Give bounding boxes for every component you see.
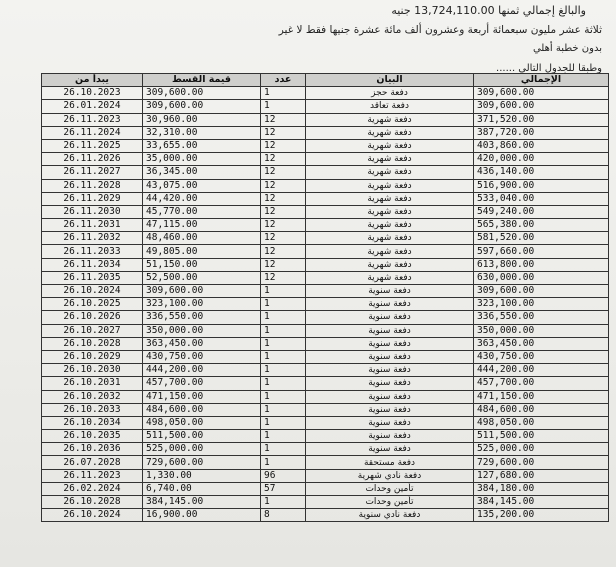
table-row: [42, 496, 609, 509]
cell-total: 430,750.00: [474, 350, 609, 363]
cell-desc: دفعة سنوية: [306, 298, 474, 311]
table-row: [42, 482, 609, 495]
cell-count: 12: [261, 258, 306, 271]
cell-total: 363,450.00: [474, 337, 609, 350]
table-row: [42, 350, 609, 363]
cell-count: 1: [261, 324, 306, 337]
cell-desc: دفعة سنوية: [306, 443, 474, 456]
cell-total: 336,550.00: [474, 311, 609, 324]
cell-desc: دفعة تعاقد: [306, 100, 474, 113]
cell-desc: دفعة سنوية: [306, 390, 474, 403]
cell-count: 1: [261, 377, 306, 390]
cell-total: 436,140.00: [474, 166, 609, 179]
cell-total: 484,600.00: [474, 403, 609, 416]
column-header-desc: البيان: [306, 74, 474, 87]
table-row: [42, 403, 609, 416]
cell-value: 32,310.00: [143, 126, 261, 139]
cell-value: 484,600.00: [143, 403, 261, 416]
table-row: [42, 337, 609, 350]
cell-total: 549,240.00: [474, 205, 609, 218]
cell-desc: دفعة سنوية: [306, 337, 474, 350]
cell-start: 26.10.2030: [42, 364, 143, 377]
table-row: [42, 390, 609, 403]
cell-start: 26.11.2023: [42, 113, 143, 126]
cell-value: 471,150.00: [143, 390, 261, 403]
cell-count: 1: [261, 430, 306, 443]
cell-start: 26.10.2034: [42, 416, 143, 429]
cell-desc: دفعة سنوية: [306, 350, 474, 363]
cell-desc: دفعة شهرية: [306, 258, 474, 271]
cell-value: 336,550.00: [143, 311, 261, 324]
cell-count: 1: [261, 87, 306, 100]
cell-count: 8: [261, 509, 306, 522]
cell-total: 323,100.00: [474, 298, 609, 311]
cell-count: 1: [261, 364, 306, 377]
cell-total: 420,000.00: [474, 153, 609, 166]
cell-value: 47,115.00: [143, 219, 261, 232]
cell-total: 597,660.00: [474, 245, 609, 258]
cell-value: 16,900.00: [143, 509, 261, 522]
cell-value: 1,330.00: [143, 469, 261, 482]
cell-start: 26.11.2027: [42, 166, 143, 179]
cell-desc: دفعة سنوية: [306, 430, 474, 443]
table-row: [42, 153, 609, 166]
cell-value: 48,460.00: [143, 232, 261, 245]
cell-total: 511,500.00: [474, 430, 609, 443]
table-row: [42, 258, 609, 271]
cell-count: 1: [261, 100, 306, 113]
schedule-intro-line: وطبقا للجدول التالي ......: [496, 63, 602, 74]
cell-start: 26.10.2024: [42, 285, 143, 298]
cell-start: 26.11.2026: [42, 153, 143, 166]
cell-count: 12: [261, 271, 306, 284]
cell-count: 1: [261, 456, 306, 469]
table-row: [42, 179, 609, 192]
cell-total: 565,380.00: [474, 219, 609, 232]
cell-total: 127,680.00: [474, 469, 609, 482]
cell-desc: دفعة شهرية: [306, 192, 474, 205]
cell-total: 525,000.00: [474, 443, 609, 456]
cell-count: 12: [261, 113, 306, 126]
table-row: [42, 377, 609, 390]
cell-start: 26.10.2035: [42, 430, 143, 443]
cell-value: 45,770.00: [143, 205, 261, 218]
cell-total: 309,600.00: [474, 100, 609, 113]
column-header-total: الإجمالي: [474, 74, 609, 87]
cell-desc: دفعة نادي سنوية: [306, 509, 474, 522]
cell-value: 44,420.00: [143, 192, 261, 205]
cell-count: 57: [261, 482, 306, 495]
cell-count: 1: [261, 403, 306, 416]
cell-start: 26.11.2034: [42, 258, 143, 271]
cell-start: 26.10.2029: [42, 350, 143, 363]
table-row: [42, 139, 609, 152]
table-row: [42, 285, 609, 298]
cell-value: 457,700.00: [143, 377, 261, 390]
cell-count: 12: [261, 192, 306, 205]
payment-schedule-table: [41, 73, 609, 522]
cell-desc: دفعة نادي شهرية: [306, 469, 474, 482]
table-row: [42, 430, 609, 443]
cell-start: 26.11.2033: [42, 245, 143, 258]
cell-total: 498,050.00: [474, 416, 609, 429]
table-row: [42, 126, 609, 139]
cell-total: 371,520.00: [474, 113, 609, 126]
cell-count: 12: [261, 245, 306, 258]
cell-start: 26.01.2024: [42, 100, 143, 113]
cell-desc: دفعة شهرية: [306, 126, 474, 139]
cell-value: 309,600.00: [143, 100, 261, 113]
cell-start: 26.11.2025: [42, 139, 143, 152]
cell-start: 26.10.2036: [42, 443, 143, 456]
cell-start: 26.10.2032: [42, 390, 143, 403]
cell-count: 12: [261, 153, 306, 166]
table-row: [42, 87, 609, 100]
cell-value: 363,450.00: [143, 337, 261, 350]
cell-count: 1: [261, 285, 306, 298]
cell-total: 309,600.00: [474, 285, 609, 298]
cell-value: 525,000.00: [143, 443, 261, 456]
cell-count: 1: [261, 416, 306, 429]
cell-start: 26.10.2027: [42, 324, 143, 337]
cell-start: 26.11.2030: [42, 205, 143, 218]
cell-total: 135,200.00: [474, 509, 609, 522]
table-row: [42, 100, 609, 113]
cell-desc: دفعة شهرية: [306, 179, 474, 192]
cell-value: 52,500.00: [143, 271, 261, 284]
cell-start: 26.10.2025: [42, 298, 143, 311]
cell-desc: دفعة سنوية: [306, 311, 474, 324]
column-header-start: يبدأ من: [42, 74, 143, 87]
cell-start: 26.11.2024: [42, 126, 143, 139]
cell-desc: دفعة سنوية: [306, 403, 474, 416]
cell-count: 1: [261, 298, 306, 311]
cell-desc: دفعة مستحقة: [306, 456, 474, 469]
cell-value: 384,145.00: [143, 496, 261, 509]
cell-count: 1: [261, 390, 306, 403]
table-row: [42, 192, 609, 205]
cell-total: 384,180.00: [474, 482, 609, 495]
cell-total: 387,720.00: [474, 126, 609, 139]
cell-value: 729,600.00: [143, 456, 261, 469]
cell-total: 350,000.00: [474, 324, 609, 337]
cell-desc: دفعة شهرية: [306, 153, 474, 166]
table-row: [42, 298, 609, 311]
table-row: [42, 232, 609, 245]
table-row: [42, 456, 609, 469]
column-header-value: قيمة القسط: [143, 74, 261, 87]
table-row: [42, 324, 609, 337]
cell-start: 26.10.2028: [42, 496, 143, 509]
cell-total: 630,000.00: [474, 271, 609, 284]
cell-value: 35,000.00: [143, 153, 261, 166]
cell-start: 26.11.2031: [42, 219, 143, 232]
cell-desc: تأمين وحدات: [306, 482, 474, 495]
cell-start: 26.10.2028: [42, 337, 143, 350]
cell-count: 12: [261, 166, 306, 179]
cell-count: 1: [261, 311, 306, 324]
note-line: بدون خطبة أهلي: [532, 43, 602, 54]
cell-count: 12: [261, 139, 306, 152]
cell-count: 12: [261, 126, 306, 139]
table-row: [42, 271, 609, 284]
cell-start: 26.11.2023: [42, 469, 143, 482]
table-row: [42, 443, 609, 456]
cell-desc: دفعة سنوية: [306, 324, 474, 337]
table-row: [42, 311, 609, 324]
cell-total: 533,040.00: [474, 192, 609, 205]
cell-start: 26.11.2035: [42, 271, 143, 284]
table-row: [42, 219, 609, 232]
cell-total: 471,150.00: [474, 390, 609, 403]
cell-start: 26.07.2028: [42, 456, 143, 469]
cell-desc: تأمين وحدات: [306, 496, 474, 509]
cell-value: 309,600.00: [143, 285, 261, 298]
table-row: [42, 509, 609, 522]
cell-total: 613,800.00: [474, 258, 609, 271]
cell-count: 1: [261, 337, 306, 350]
cell-count: 1: [261, 350, 306, 363]
cell-total: 309,600.00: [474, 87, 609, 100]
cell-value: 36,345.00: [143, 166, 261, 179]
cell-desc: دفعة حجز: [306, 87, 474, 100]
cell-count: 1: [261, 443, 306, 456]
cell-count: 12: [261, 219, 306, 232]
cell-total: 403,860.00: [474, 139, 609, 152]
cell-count: 12: [261, 179, 306, 192]
cell-value: 309,600.00: [143, 87, 261, 100]
cell-value: 33,655.00: [143, 139, 261, 152]
cell-desc: دفعة شهرية: [306, 245, 474, 258]
cell-desc: دفعة شهرية: [306, 219, 474, 232]
table-header-row: [42, 74, 609, 87]
cell-total: 729,600.00: [474, 456, 609, 469]
cell-desc: دفعة سنوية: [306, 377, 474, 390]
cell-desc: دفعة شهرية: [306, 166, 474, 179]
cell-start: 26.10.2033: [42, 403, 143, 416]
table-row: [42, 416, 609, 429]
cell-desc: دفعة سنوية: [306, 416, 474, 429]
total-in-words-line: ثلاثة عشر مليون سبعمائة أربعة وعشرون ألف مائة عشرة جنيها فقط لا غير: [278, 24, 602, 36]
cell-value: 350,000.00: [143, 324, 261, 337]
cell-value: 51,150.00: [143, 258, 261, 271]
cell-desc: دفعة سنوية: [306, 285, 474, 298]
cell-count: 1: [261, 496, 306, 509]
cell-value: 43,075.00: [143, 179, 261, 192]
table-row: [42, 166, 609, 179]
cell-count: 96: [261, 469, 306, 482]
cell-value: 30,960.00: [143, 113, 261, 126]
cell-desc: دفعة شهرية: [306, 139, 474, 152]
table-row: [42, 113, 609, 126]
cell-total: 457,700.00: [474, 377, 609, 390]
cell-value: 323,100.00: [143, 298, 261, 311]
cell-desc: دفعة شهرية: [306, 271, 474, 284]
cell-start: 26.10.2024: [42, 509, 143, 522]
cell-start: 26.10.2023: [42, 87, 143, 100]
cell-value: 49,805.00: [143, 245, 261, 258]
cell-desc: دفعة شهرية: [306, 205, 474, 218]
cell-count: 12: [261, 205, 306, 218]
cell-start: 26.10.2031: [42, 377, 143, 390]
cell-value: 430,750.00: [143, 350, 261, 363]
cell-count: 12: [261, 232, 306, 245]
cell-total: 516,900.00: [474, 179, 609, 192]
cell-value: 498,050.00: [143, 416, 261, 429]
cell-start: 26.11.2028: [42, 179, 143, 192]
total-price-line: والبالغ إجمالي ثمنها 13,724,110.00 جنيه: [391, 4, 586, 17]
cell-start: 26.10.2026: [42, 311, 143, 324]
cell-start: 26.11.2029: [42, 192, 143, 205]
cell-value: 511,500.00: [143, 430, 261, 443]
cell-total: 384,145.00: [474, 496, 609, 509]
table-row: [42, 245, 609, 258]
cell-value: 444,200.00: [143, 364, 261, 377]
cell-desc: دفعة شهرية: [306, 232, 474, 245]
cell-start: 26.11.2032: [42, 232, 143, 245]
cell-total: 581,520.00: [474, 232, 609, 245]
cell-value: 6,740.00: [143, 482, 261, 495]
table-row: [42, 205, 609, 218]
cell-total: 444,200.00: [474, 364, 609, 377]
column-header-count: عدد: [261, 74, 306, 87]
table-row: [42, 469, 609, 482]
cell-desc: دفعة سنوية: [306, 364, 474, 377]
cell-start: 26.02.2024: [42, 482, 143, 495]
cell-desc: دفعة شهرية: [306, 113, 474, 126]
table-row: [42, 364, 609, 377]
